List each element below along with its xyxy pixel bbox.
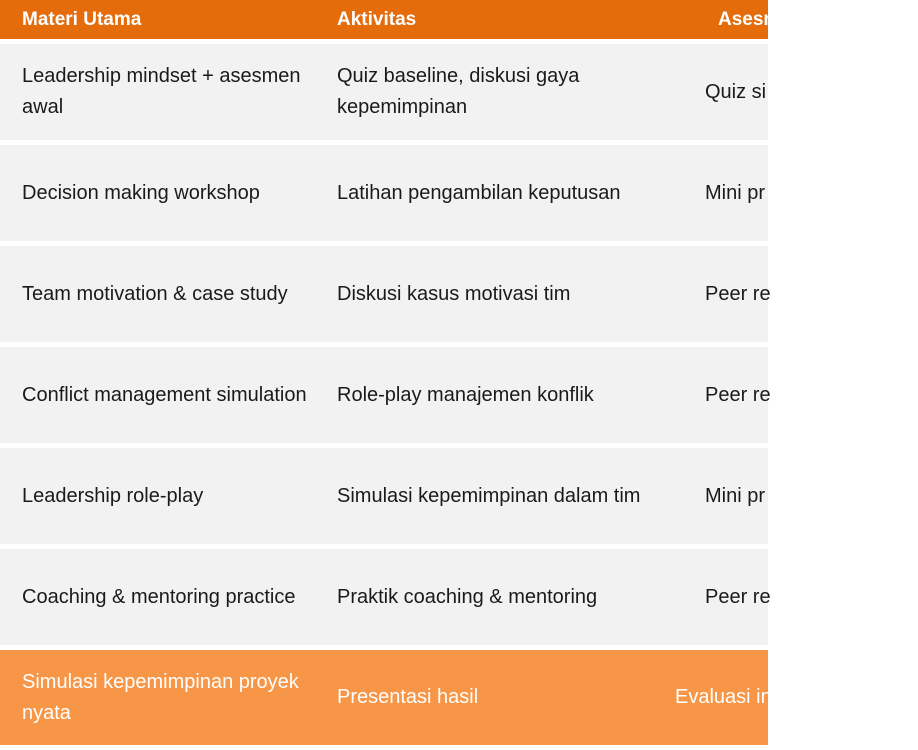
header-asesmen: Asesm xyxy=(718,9,781,30)
cell-materi: Decision making workshop xyxy=(22,181,260,204)
cell-materi: Simulasi kepemimpinan proyek nyata xyxy=(22,670,299,724)
table-row xyxy=(0,145,768,241)
table-row xyxy=(0,44,768,140)
cell-aktivitas: Diskusi kasus motivasi tim xyxy=(337,282,571,305)
cell-asesmen: Quiz si xyxy=(705,80,767,103)
cell-materi: Coaching & mentoring practice xyxy=(22,585,296,608)
cell-materi: Leadership role-play xyxy=(22,484,204,507)
table-row xyxy=(0,549,771,645)
cell-asesmen: Peer re xyxy=(705,282,771,305)
header-materi-utama: Materi Utama xyxy=(22,9,142,30)
table-summary-row xyxy=(0,650,772,745)
table-row xyxy=(0,347,771,443)
table-row xyxy=(0,246,771,342)
header-aktivitas: Aktivitas xyxy=(337,9,417,30)
cell-materi: Team motivation & case study xyxy=(22,282,288,305)
cell-materi: Leadership mindset + asesmen awal xyxy=(22,65,301,118)
cell-aktivitas: Latihan pengambilan keputusan xyxy=(337,181,621,204)
cell-asesmen: Peer re xyxy=(705,585,771,608)
cell-aktivitas: Presentasi hasil xyxy=(337,686,479,708)
cell-materi: Conflict management simulation xyxy=(22,383,307,406)
cell-aktivitas: Quiz baseline, diskusi gaya kepemimpinan xyxy=(337,65,580,118)
cell-asesmen: Evaluasi in xyxy=(675,686,772,708)
cell-asesmen: Mini pr xyxy=(705,181,766,204)
cell-aktivitas: Simulasi kepemimpinan dalam tim xyxy=(337,484,641,507)
table-header-row xyxy=(0,0,781,39)
cell-aktivitas: Praktik coaching & mentoring xyxy=(337,585,598,608)
cell-aktivitas: Role-play manajemen konflik xyxy=(337,383,594,406)
table-row xyxy=(0,448,768,544)
cell-asesmen: Mini pr xyxy=(705,484,766,507)
cell-asesmen: Peer re xyxy=(705,383,771,406)
